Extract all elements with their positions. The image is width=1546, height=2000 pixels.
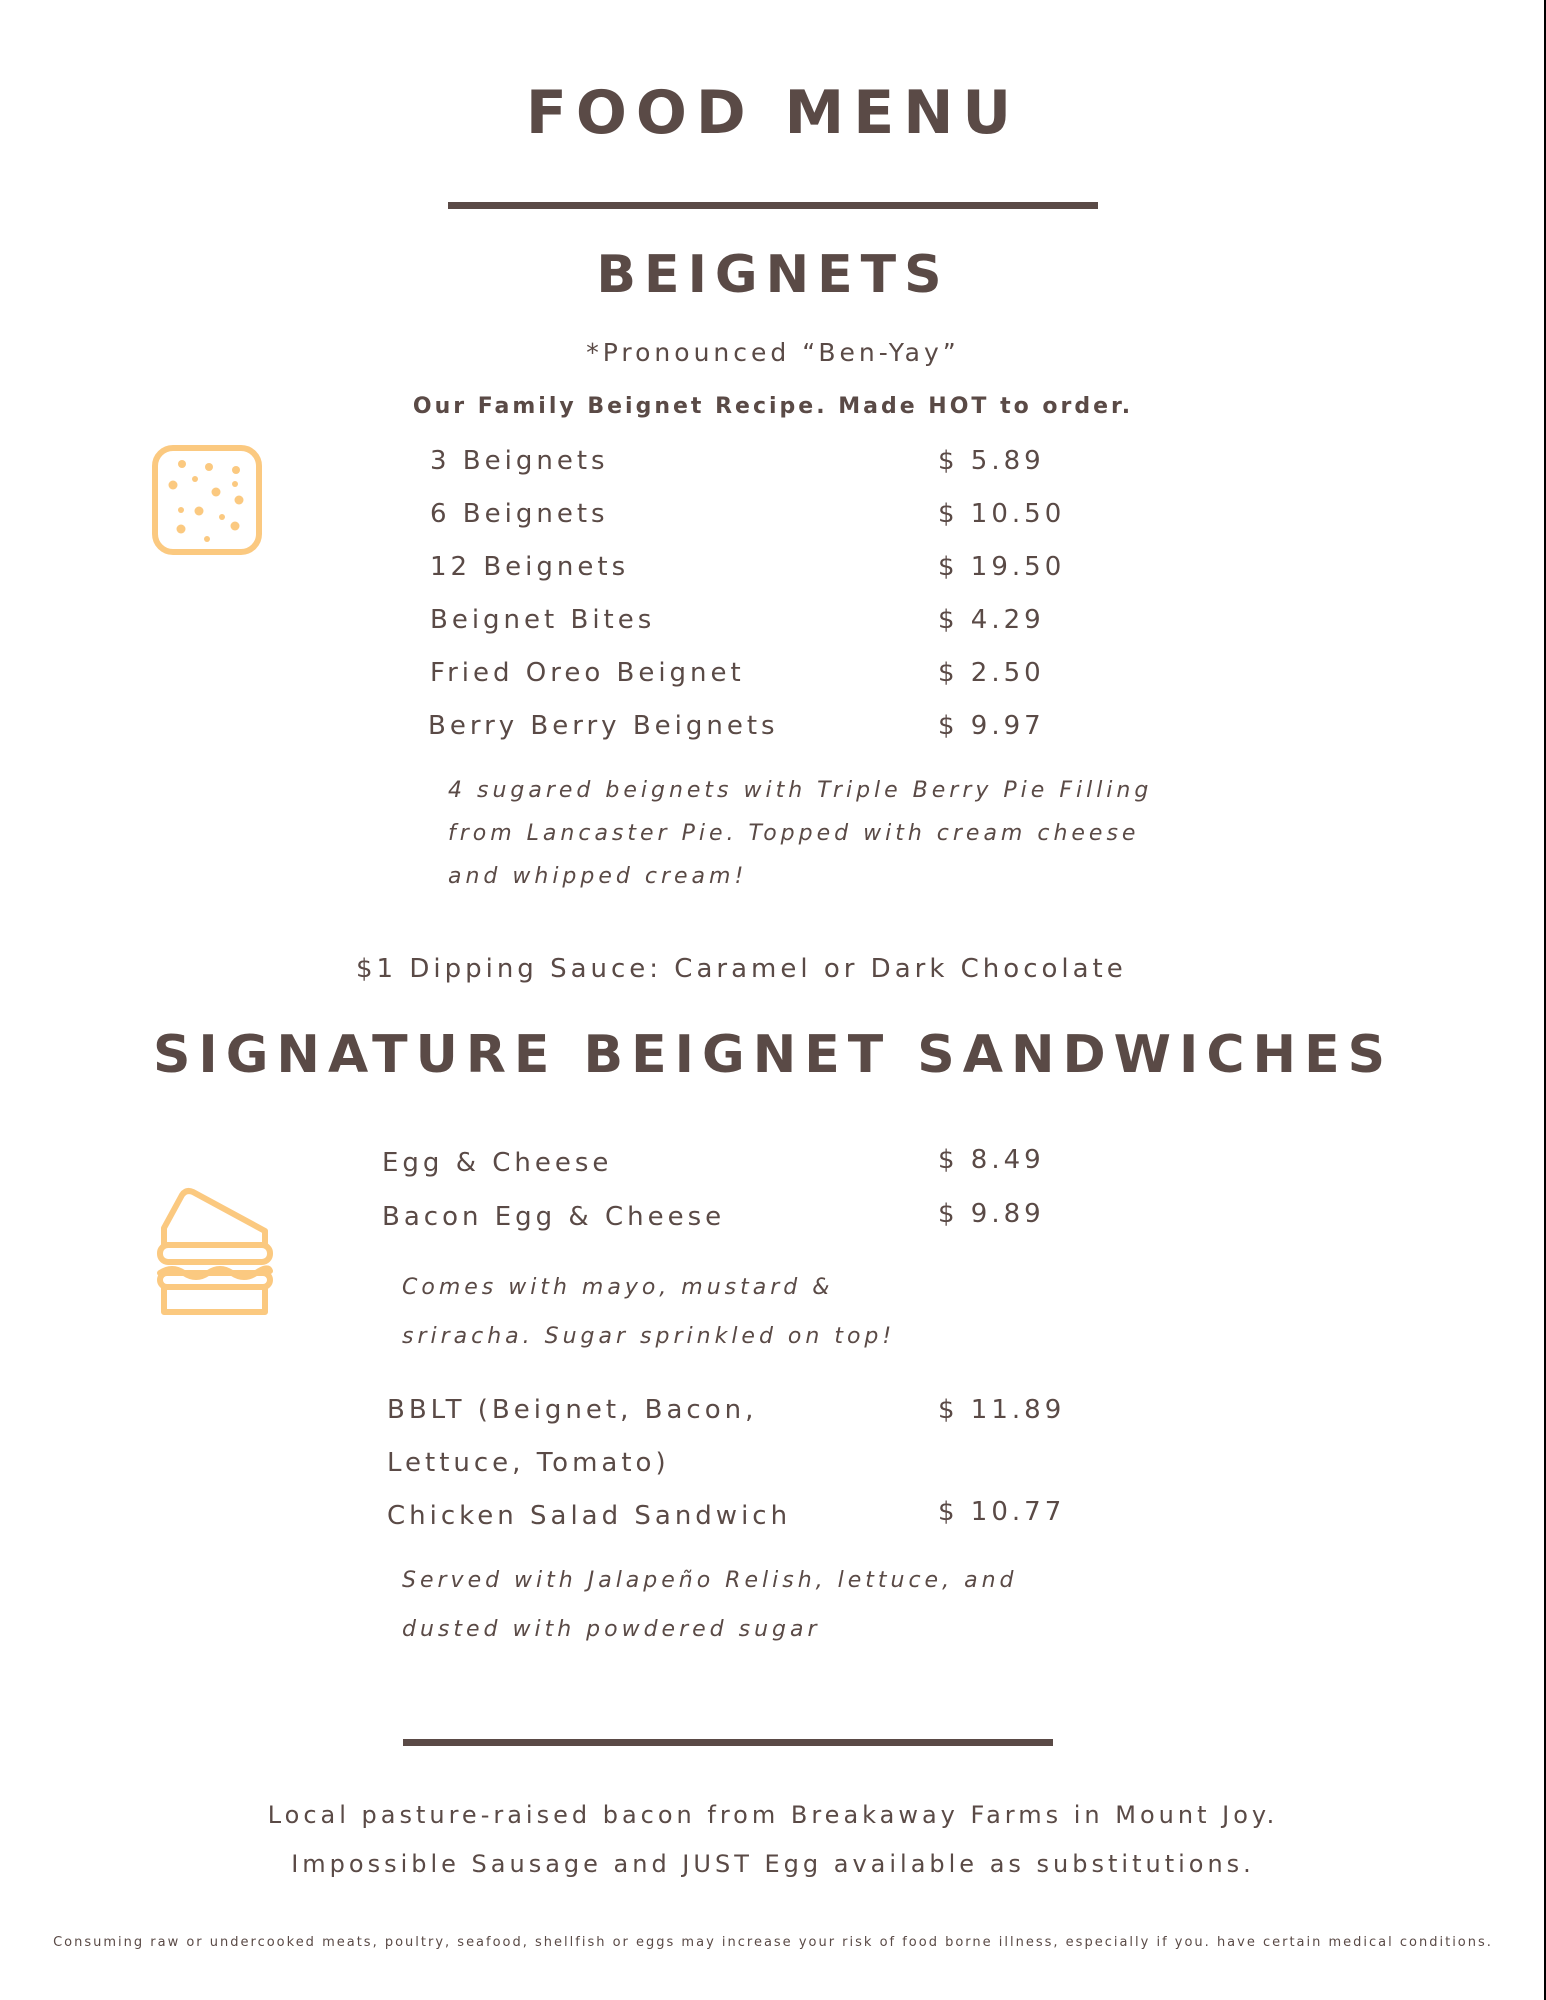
- pronunciation-note: *Pronounced “Ben-Yay”: [586, 338, 960, 367]
- menu-item-name: Beignet Bites: [430, 605, 656, 635]
- sandwich-icon: [152, 1185, 282, 1315]
- beignet-icon: [150, 443, 266, 559]
- item-description: and whipped cream!: [448, 864, 748, 889]
- menu-item-price: $ 9.97: [938, 711, 1045, 741]
- menu-item-name: Berry Berry Beignets: [428, 711, 779, 741]
- menu-item-name: Chicken Salad Sandwich: [387, 1501, 792, 1531]
- title-divider: [448, 202, 1098, 209]
- menu-item-price: $ 11.89: [938, 1395, 1066, 1425]
- menu-item-name-cont: Lettuce, Tomato): [387, 1448, 670, 1478]
- page-title: FOOD MENU: [525, 78, 1021, 148]
- health-disclaimer: Consuming raw or undercooked meats, poultry, seafood, shellfish or eggs may increase your risk of food borne illness, especially if you. have certain medical conditions.: [53, 1935, 1493, 1950]
- menu-item-name: Fried Oreo Beignet: [430, 658, 745, 688]
- item-description: sriracha. Sugar sprinkled on top!: [402, 1324, 896, 1349]
- menu-item-name: 12 Beignets: [430, 552, 630, 582]
- dipping-sauce-note: $1 Dipping Sauce: Caramel or Dark Chocolate: [356, 954, 1127, 984]
- item-description: from Lancaster Pie. Topped with cream cheese: [448, 821, 1140, 846]
- menu-item-price: $ 5.89: [938, 446, 1045, 476]
- menu-item-name: 6 Beignets: [430, 499, 609, 529]
- menu-item-price: $ 10.50: [938, 499, 1066, 529]
- item-description: Served with Jalapeño Relish, lettuce, and: [402, 1568, 1018, 1593]
- menu-item-price: $ 4.29: [938, 605, 1045, 635]
- sandwiches-heading: SIGNATURE BEIGNET SANDWICHES: [152, 1025, 1394, 1085]
- menu-item-price: $ 10.77: [938, 1497, 1066, 1527]
- beignets-tagline: Our Family Beignet Recipe. Made HOT to order.: [412, 394, 1134, 419]
- menu-item-price: $ 19.50: [938, 552, 1066, 582]
- item-description: Comes with mayo, mustard &: [402, 1275, 834, 1300]
- menu-item-name: BBLT (Beignet, Bacon,: [387, 1395, 758, 1425]
- beignets-heading: BEIGNETS: [596, 245, 950, 305]
- item-description: 4 sugared beignets with Triple Berry Pie Filling: [448, 778, 1153, 803]
- item-description: dusted with powdered sugar: [402, 1617, 821, 1642]
- menu-item-name: Bacon Egg & Cheese: [382, 1202, 726, 1232]
- menu-item-price: $ 2.50: [938, 658, 1045, 688]
- substitution-note: Impossible Sausage and JUST Egg available as substitutions.: [291, 1850, 1255, 1878]
- footer-divider: [403, 1739, 1053, 1746]
- menu-item-name: 3 Beignets: [430, 446, 609, 476]
- menu-item-name: Egg & Cheese: [382, 1148, 613, 1178]
- menu-item-price: $ 9.89: [938, 1199, 1045, 1229]
- menu-item-price: $ 8.49: [938, 1145, 1045, 1175]
- sourcing-note: Local pasture-raised bacon from Breakaway Farms in Mount Joy.: [267, 1801, 1279, 1829]
